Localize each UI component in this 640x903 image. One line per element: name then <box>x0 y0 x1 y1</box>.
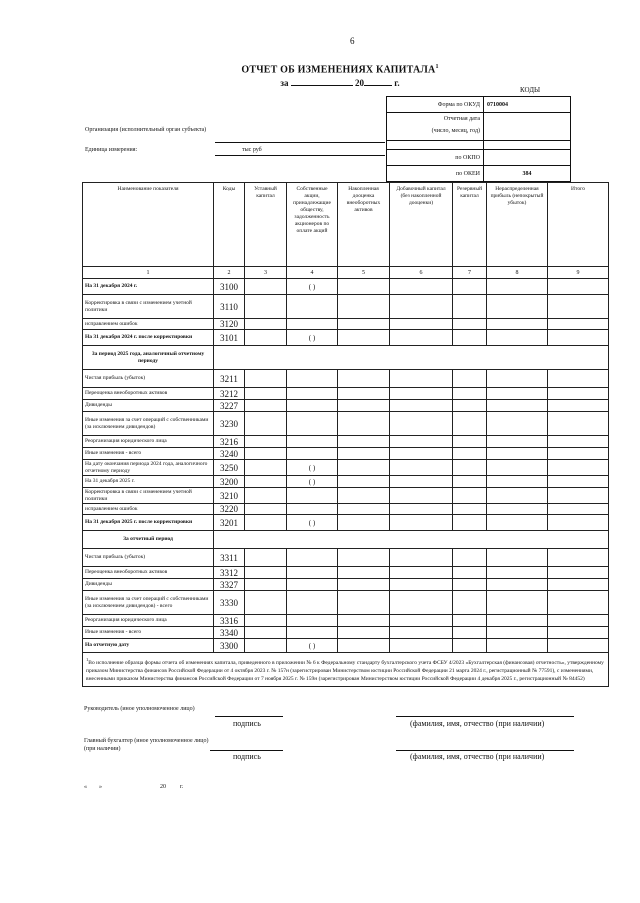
value-cell-col8[interactable] <box>487 330 548 346</box>
value-cell-col8[interactable] <box>487 319 548 330</box>
value-cell-col5[interactable] <box>338 400 390 412</box>
section-title: За период 2025 года, аналогичный отчетному периоду <box>83 346 214 370</box>
value-cell-col7[interactable] <box>453 370 487 388</box>
code-okpo[interactable] <box>484 150 571 166</box>
row-code: 3250 <box>214 460 245 476</box>
value-cell-col3[interactable] <box>245 412 287 436</box>
value-cell-col7[interactable] <box>453 504 487 515</box>
value-cell-col6[interactable] <box>390 295 453 319</box>
section-row <box>83 346 609 370</box>
negative-parens: ( ) <box>308 477 316 486</box>
head-label: Руководитель (иное уполномоченное лицо) <box>84 706 195 712</box>
value-cell-col9[interactable] <box>548 460 609 476</box>
value-cell-col7[interactable] <box>453 579 487 591</box>
table-row <box>83 615 609 627</box>
row-name: Дивиденды <box>83 400 214 412</box>
row-code: 3211 <box>214 370 245 388</box>
value-cell-col4[interactable] <box>287 567 338 579</box>
value-cell-col5[interactable] <box>338 591 390 615</box>
value-cell-col9[interactable] <box>548 639 609 653</box>
value-cell-col3[interactable] <box>245 488 287 504</box>
value-cell-col3[interactable] <box>245 567 287 579</box>
value-cell-col3[interactable] <box>245 579 287 591</box>
code-okud[interactable]: 0710004 <box>484 97 571 113</box>
value-cell-col7[interactable] <box>453 412 487 436</box>
column-header: Накопленная дооценка внеоборотных активов <box>338 183 390 267</box>
value-cell-col4[interactable] <box>287 370 338 388</box>
value-cell-col9[interactable] <box>548 295 609 319</box>
value-cell-col8[interactable] <box>487 476 548 488</box>
value-cell-col4[interactable] <box>287 515 338 531</box>
row-code: 3340 <box>214 627 245 639</box>
codes-label: по ОКПО <box>387 150 484 166</box>
value-cell-col6[interactable] <box>390 460 453 476</box>
value-cell-col9[interactable] <box>548 330 609 346</box>
value-cell-col7[interactable] <box>453 436 487 448</box>
value-cell-col8[interactable] <box>487 400 548 412</box>
section-blank <box>214 531 609 549</box>
value-cell-col4[interactable] <box>287 615 338 627</box>
value-cell-col8[interactable] <box>487 504 548 515</box>
value-cell-col7[interactable] <box>453 319 487 330</box>
row-name: На 31 декабря 2024 г. после корректировки <box>83 330 214 346</box>
row-name: Чистая прибыль (убыток) <box>83 370 214 388</box>
value-cell-col5[interactable] <box>338 476 390 488</box>
value-cell-col4[interactable] <box>287 400 338 412</box>
value-cell-col4[interactable] <box>287 330 338 346</box>
value-cell-col8[interactable] <box>487 279 548 295</box>
value-cell-col3[interactable] <box>245 279 287 295</box>
value-cell-col5[interactable] <box>338 279 390 295</box>
codes-label: по ОКЕИ <box>387 166 484 182</box>
value-cell-col6[interactable] <box>390 515 453 531</box>
value-cell-col3[interactable] <box>245 615 287 627</box>
value-cell-col8[interactable] <box>487 591 548 615</box>
negative-parens: ( ) <box>308 282 316 291</box>
value-cell-col4[interactable] <box>287 639 338 653</box>
row-name: Переоценка внеоборотных активов <box>83 567 214 579</box>
footnote-row <box>83 653 609 687</box>
value-cell-col3[interactable] <box>245 319 287 330</box>
value-cell-col9[interactable] <box>548 504 609 515</box>
row-code: 3110 <box>214 295 245 319</box>
row-name: На 31 декабря 2024 г. <box>83 279 214 295</box>
value-cell-col3[interactable] <box>245 460 287 476</box>
row-code: 3312 <box>214 567 245 579</box>
value-cell-col6[interactable] <box>390 388 453 400</box>
name-caption: (фамилия, имя, отчество (при наличии) <box>410 752 545 761</box>
value-cell-col7[interactable] <box>453 460 487 476</box>
table-row <box>83 330 609 346</box>
row-code: 3101 <box>214 330 245 346</box>
row-code: 3227 <box>214 400 245 412</box>
sign-caption: подпись <box>233 719 261 728</box>
row-code: 3300 <box>214 639 245 653</box>
table-row <box>83 295 609 319</box>
value-cell-col7[interactable] <box>453 567 487 579</box>
value-cell-col6[interactable] <box>390 436 453 448</box>
value-cell-col4[interactable] <box>287 412 338 436</box>
row-name: исправлением ошибок <box>83 504 214 515</box>
value-cell-col3[interactable] <box>245 436 287 448</box>
column-number: 6 <box>390 267 453 279</box>
section-blank <box>214 346 609 370</box>
head-name-line[interactable] <box>396 716 574 717</box>
value-cell-col4[interactable] <box>287 549 338 567</box>
value-cell-col5[interactable] <box>338 388 390 400</box>
column-number: 7 <box>453 267 487 279</box>
value-cell-col6[interactable] <box>390 448 453 460</box>
unit-value: тыс руб <box>242 147 262 153</box>
value-cell-col8[interactable] <box>487 488 548 504</box>
value-cell-col6[interactable] <box>390 476 453 488</box>
date-line[interactable]: « » 20 г. <box>84 784 184 790</box>
table-row <box>83 639 609 653</box>
value-cell-col4[interactable] <box>287 504 338 515</box>
column-header: Уставный капитал <box>245 183 287 267</box>
column-header: Наименование показателя <box>83 183 214 267</box>
value-cell-col4[interactable] <box>287 436 338 448</box>
column-header: Итого <box>548 183 609 267</box>
value-cell-col4[interactable] <box>287 295 338 319</box>
unit-label: Единица измерения: <box>85 147 138 153</box>
row-name: Иные изменения - всего <box>83 448 214 460</box>
table-row <box>83 549 609 567</box>
codes-label: Отчетная дата (число, месяц, год) <box>387 113 484 141</box>
value-cell-col5[interactable] <box>338 504 390 515</box>
year-blank[interactable] <box>364 77 392 86</box>
code-report-date[interactable] <box>484 113 571 141</box>
table-row <box>83 436 609 448</box>
value-cell-col5[interactable] <box>338 579 390 591</box>
value-cell-col9[interactable] <box>548 515 609 531</box>
value-cell-col9[interactable] <box>548 400 609 412</box>
row-name: На дату окончания периода 2024 года, аналогичного отчетному периоду <box>83 460 214 476</box>
row-code: 3200 <box>214 476 245 488</box>
row-name: Чистая прибыль (убыток) <box>83 549 214 567</box>
org-label: Организация (исполнительный орган субъекта) <box>85 127 207 133</box>
value-cell-col7[interactable] <box>453 279 487 295</box>
table-row <box>83 515 609 531</box>
value-cell-col4[interactable] <box>287 448 338 460</box>
table-row <box>83 279 609 295</box>
value-cell-col5[interactable] <box>338 370 390 388</box>
value-cell-col6[interactable] <box>390 412 453 436</box>
value-cell-col5[interactable] <box>338 615 390 627</box>
value-cell-col7[interactable] <box>453 400 487 412</box>
row-name: Иные изменения за счет операций с собственниками (за исключением дивидендов) <box>83 412 214 436</box>
table-row <box>83 488 609 504</box>
head-sign-line[interactable] <box>215 716 283 717</box>
column-header: Собственные акции, принадлежащие обществу, задолженность акционеров по оплате акций <box>287 183 338 267</box>
value-cell-col8[interactable] <box>487 388 548 400</box>
value-cell-col5[interactable] <box>338 448 390 460</box>
accountant-label: Главный бухгалтер (иное уполномоченное лицо) (при наличии) <box>84 738 209 752</box>
codes-table <box>386 96 571 182</box>
value-cell-col9[interactable] <box>548 488 609 504</box>
table-row <box>83 504 609 515</box>
value-cell-col9[interactable] <box>548 388 609 400</box>
column-number: 2 <box>214 267 245 279</box>
table-row <box>83 627 609 639</box>
column-number: 1 <box>83 267 214 279</box>
name-caption: (фамилия, имя, отчество (при наличии) <box>410 719 545 728</box>
row-code: 3216 <box>214 436 245 448</box>
value-cell-col6[interactable] <box>390 400 453 412</box>
value-cell-col7[interactable] <box>453 615 487 627</box>
page-number: 6 <box>350 36 355 46</box>
value-cell-col8[interactable] <box>487 579 548 591</box>
value-cell-col7[interactable] <box>453 591 487 615</box>
value-cell-col9[interactable] <box>548 627 609 639</box>
negative-parens: ( ) <box>308 518 316 527</box>
value-cell-col4[interactable] <box>287 579 338 591</box>
row-code: 3330 <box>214 591 245 615</box>
value-cell-col6[interactable] <box>390 319 453 330</box>
row-name: На 31 декабря 2025 г. после корректировки <box>83 515 214 531</box>
row-code: 3316 <box>214 615 245 627</box>
value-cell-col4[interactable] <box>287 319 338 330</box>
table-row <box>83 448 609 460</box>
value-cell-col9[interactable] <box>548 319 609 330</box>
value-cell-col4[interactable] <box>287 388 338 400</box>
row-code: 3212 <box>214 388 245 400</box>
value-cell-col8[interactable] <box>487 460 548 476</box>
value-cell-col5[interactable] <box>338 412 390 436</box>
table-row <box>83 319 609 330</box>
codes-header: КОДЫ <box>520 86 541 94</box>
value-cell-col8[interactable] <box>487 448 548 460</box>
row-code: 3210 <box>214 488 245 504</box>
section-title: За отчетный период <box>83 531 214 549</box>
value-cell-col6[interactable] <box>390 639 453 653</box>
report-period: за 20 г. <box>280 78 400 88</box>
value-cell-col5[interactable] <box>338 567 390 579</box>
accountant-name-line[interactable] <box>396 750 574 751</box>
negative-parens: ( ) <box>308 641 316 650</box>
value-cell-col8[interactable] <box>487 370 548 388</box>
value-cell-col6[interactable] <box>390 488 453 504</box>
value-cell-col5[interactable] <box>338 488 390 504</box>
value-cell-col4[interactable] <box>287 488 338 504</box>
row-name: Иные изменения за счет операций с собственниками (за исключением дивидендов) - всего <box>83 591 214 615</box>
row-name: исправлением ошибок <box>83 319 214 330</box>
value-cell-col3[interactable] <box>245 627 287 639</box>
capital-table <box>82 182 609 687</box>
column-header: Добавочный капитал (без накопленной дооценки) <box>390 183 453 267</box>
unit-line <box>215 155 385 156</box>
value-cell-col6[interactable] <box>390 504 453 515</box>
value-cell-col5[interactable] <box>338 639 390 653</box>
value-cell-col7[interactable] <box>453 627 487 639</box>
column-number: 3 <box>245 267 287 279</box>
value-cell-col7[interactable] <box>453 515 487 531</box>
value-cell-col8[interactable] <box>487 549 548 567</box>
footnote-text: Во исполнение образца формы отчета об изменениях капитала, приведенного в приложении № 6 к Федеральному стандарту бухгалтерского учета ФСБУ 4/2023 «Бухгалтерская (финансовая) отчетность», утвержденному приказом Министерства финансов Российской Федерации от 4 октября 2023 г. № 157н (зарегистрирован Министерством юстиции Российской Федерации 21 марта 2024 г., регистрационный № 77591), с изменениями, внесенными приказом Министерства финансов Российской Федерации от 7 ноября 2025 г. № 159н (зарегистрирован Министерством юстиции Российской Федерации 4 декабря 2025 г., регистрационный № 84452) <box>86 659 604 682</box>
value-cell-col5[interactable] <box>338 549 390 567</box>
value-cell-col4[interactable] <box>287 279 338 295</box>
value-cell-col8[interactable] <box>487 412 548 436</box>
table-row <box>83 460 609 476</box>
value-cell-col8[interactable] <box>487 615 548 627</box>
row-code: 3120 <box>214 319 245 330</box>
row-name: Корректировка в связи с изменением учетной политики <box>83 488 214 504</box>
row-code: 3327 <box>214 579 245 591</box>
accountant-sign-line[interactable] <box>210 750 283 751</box>
table-row <box>83 388 609 400</box>
value-cell-col9[interactable] <box>548 370 609 388</box>
value-cell-col3[interactable] <box>245 370 287 388</box>
footnote <box>83 653 609 687</box>
table-row <box>83 567 609 579</box>
value-cell-col3[interactable] <box>245 295 287 319</box>
column-header: Нераспределенная прибыль (непокрытый убыток) <box>487 183 548 267</box>
value-cell-col8[interactable] <box>487 436 548 448</box>
row-name: Иные изменения - всего <box>83 627 214 639</box>
row-code: 3100 <box>214 279 245 295</box>
value-cell-col9[interactable] <box>548 579 609 591</box>
value-cell-col3[interactable] <box>245 549 287 567</box>
row-name: Реорганизация юридического лица <box>83 436 214 448</box>
page-title: ОТЧЕТ ОБ ИЗМЕНЕНИЯХ КАПИТАЛА$^1$ <box>241 64 439 76</box>
value-cell-col8[interactable] <box>487 567 548 579</box>
row-code: 3201 <box>214 515 245 531</box>
row-name: Корректировка в связи с изменением учетной политики <box>83 295 214 319</box>
value-cell-col7[interactable] <box>453 330 487 346</box>
column-number: 5 <box>338 267 390 279</box>
value-cell-col6[interactable] <box>390 330 453 346</box>
value-cell-col5[interactable] <box>338 515 390 531</box>
value-cell-col9[interactable] <box>548 279 609 295</box>
value-cell-col6[interactable] <box>390 615 453 627</box>
value-cell-col8[interactable] <box>487 295 548 319</box>
value-cell-col9[interactable] <box>548 549 609 567</box>
row-name: Дивиденды <box>83 579 214 591</box>
value-cell-col5[interactable] <box>338 627 390 639</box>
value-cell-col7[interactable] <box>453 639 487 653</box>
value-cell-col3[interactable] <box>245 591 287 615</box>
value-cell-col3[interactable] <box>245 476 287 488</box>
value-cell-col7[interactable] <box>453 388 487 400</box>
value-cell-col4[interactable] <box>287 627 338 639</box>
value-cell-col9[interactable] <box>548 567 609 579</box>
column-number: 8 <box>487 267 548 279</box>
value-cell-col7[interactable] <box>453 488 487 504</box>
table-row <box>83 591 609 615</box>
table-row <box>83 412 609 436</box>
value-cell-col7[interactable] <box>453 448 487 460</box>
value-cell-col5[interactable] <box>338 295 390 319</box>
footnote-mark: 1 <box>86 657 89 662</box>
value-cell-col8[interactable] <box>487 627 548 639</box>
column-number: 9 <box>548 267 609 279</box>
row-name: Реорганизация юридического лица <box>83 615 214 627</box>
value-cell-col3[interactable] <box>245 330 287 346</box>
column-header: Коды <box>214 183 245 267</box>
negative-parens: ( ) <box>308 463 316 472</box>
row-code: 3240 <box>214 448 245 460</box>
value-cell-col6[interactable] <box>390 579 453 591</box>
value-cell-col5[interactable] <box>338 460 390 476</box>
table-row <box>83 579 609 591</box>
value-cell-col8[interactable] <box>487 639 548 653</box>
value-cell-col9[interactable] <box>548 591 609 615</box>
row-name: На отчетную дату <box>83 639 214 653</box>
value-cell-col5[interactable] <box>338 436 390 448</box>
value-cell-col6[interactable] <box>390 279 453 295</box>
column-number: 4 <box>287 267 338 279</box>
sign-caption: подпись <box>233 752 261 761</box>
row-code: 3311 <box>214 549 245 567</box>
codes-label: Форма по ОКУД <box>387 97 484 113</box>
row-name: Переоценка внеоборотных активов <box>83 388 214 400</box>
row-name: На 31 декабря 2025 г. <box>83 476 214 488</box>
value-cell-col8[interactable] <box>487 515 548 531</box>
value-cell-col9[interactable] <box>548 436 609 448</box>
value-cell-col4[interactable] <box>287 591 338 615</box>
code-blank[interactable] <box>484 141 571 150</box>
value-cell-col7[interactable] <box>453 549 487 567</box>
row-code: 3220 <box>214 504 245 515</box>
code-okei[interactable]: 384 <box>484 166 571 182</box>
negative-parens: ( ) <box>308 333 316 342</box>
section-row <box>83 531 609 549</box>
value-cell-col4[interactable] <box>287 476 338 488</box>
value-cell-col3[interactable] <box>245 400 287 412</box>
value-cell-col4[interactable] <box>287 460 338 476</box>
value-cell-col6[interactable] <box>390 627 453 639</box>
row-code: 3230 <box>214 412 245 436</box>
period-blank[interactable] <box>291 77 353 86</box>
org-line[interactable] <box>215 142 385 143</box>
value-cell-col7[interactable] <box>453 295 487 319</box>
value-cell-col3[interactable] <box>245 388 287 400</box>
value-cell-col6[interactable] <box>390 591 453 615</box>
table-row <box>83 400 609 412</box>
value-cell-col9[interactable] <box>548 476 609 488</box>
column-header: Резервный капитал <box>453 183 487 267</box>
value-cell-col9[interactable] <box>548 615 609 627</box>
value-cell-col3[interactable] <box>245 448 287 460</box>
codes-label <box>387 141 484 150</box>
value-cell-col5[interactable] <box>338 330 390 346</box>
value-cell-col6[interactable] <box>390 549 453 567</box>
value-cell-col9[interactable] <box>548 448 609 460</box>
table-row <box>83 370 609 388</box>
value-cell-col5[interactable] <box>338 319 390 330</box>
table-row <box>83 476 609 488</box>
value-cell-col3[interactable] <box>245 639 287 653</box>
value-cell-col3[interactable] <box>245 504 287 515</box>
value-cell-col3[interactable] <box>245 515 287 531</box>
value-cell-col9[interactable] <box>548 412 609 436</box>
value-cell-col6[interactable] <box>390 370 453 388</box>
value-cell-col6[interactable] <box>390 567 453 579</box>
value-cell-col7[interactable] <box>453 476 487 488</box>
